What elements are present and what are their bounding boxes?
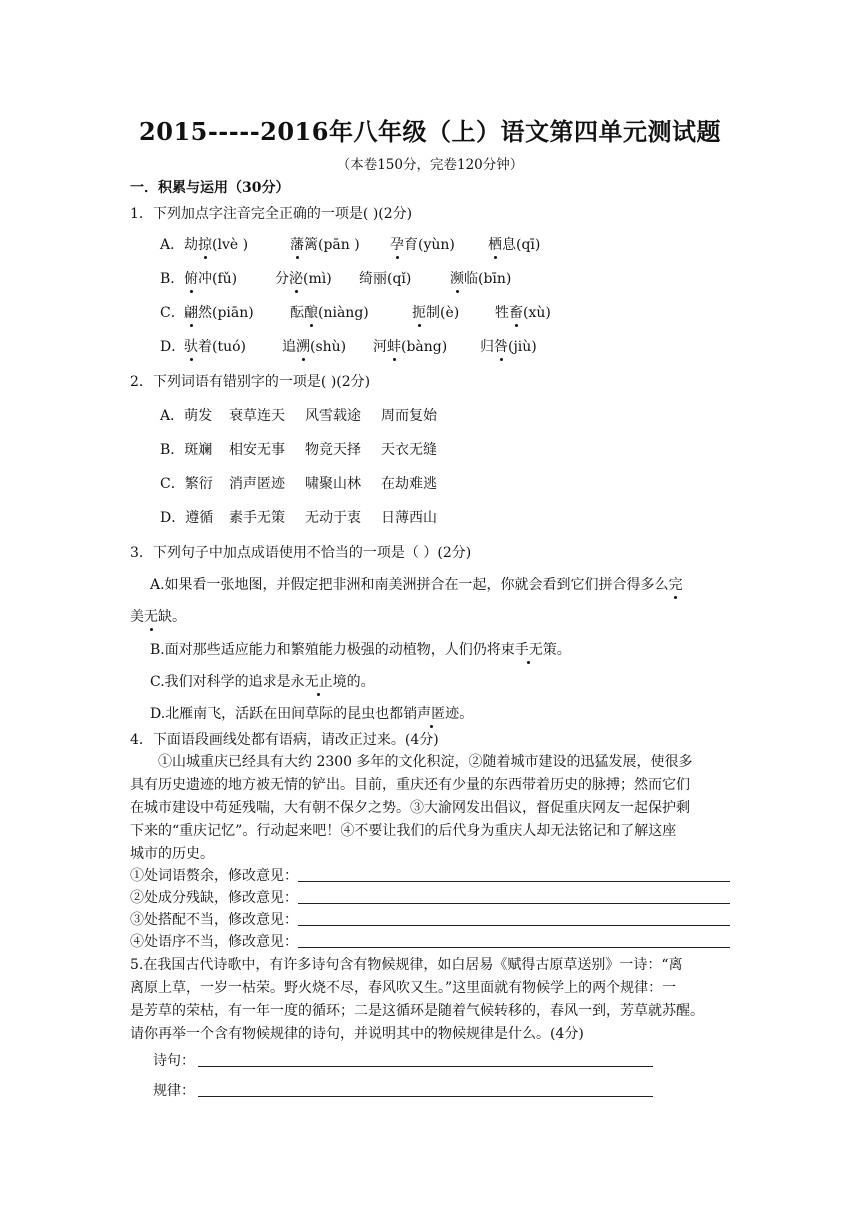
q1-option-d-word2: 追溯(shù) [282,339,347,355]
q2-option-c-word4: 在劫难逃 [381,476,437,492]
q1-option-d-word4: 归咎(jiù) [480,339,537,355]
q2-option-b-word4: 天衣无缝 [381,442,437,458]
q2-option-d-word1: D．遵循 [160,510,214,526]
q4-passage-line2: 具有历史遗迹的地方被无情的铲出。目前，重庆还有少量的东西带着历史的脉搏；然而它们 [130,777,690,793]
q1-option-a-word1: 劫掠(lvè ) [184,237,249,253]
q4-passage-line5: 城市的历史。 [130,846,214,862]
q5-rule-label: 规律： [153,1083,195,1099]
q2-option-a-word2: 衰草连天 [229,408,285,424]
q3-stem: 3．下列句子中加点成语使用不恰当的一项是（ ）(2分) [130,545,472,561]
q1-option-b-word2: 分泌(mì) [275,271,332,287]
q4-answer-line-1[interactable] [298,881,730,882]
q1-option-b-letter: B． [160,271,185,287]
q2-option-d-word2: 素手无策 [229,510,285,526]
q5-stem-line4: 请你再举一个含有物候规律的诗句，并说明其中的物候规律是什么。(4分) [130,1026,584,1042]
q3-option-b: B.面对那些适应能力和繁殖能力极强的动植物，人们仍将束手无策。 [150,642,571,658]
q2-option-b-word3: 物竞天择 [305,442,361,458]
q5-poem-answer-line[interactable] [198,1066,653,1067]
q2-option-a-word4: 周而复始 [381,408,437,424]
q1-option-a-word4: 栖息(qī) [488,237,541,253]
q5-stem-line1: 5.在我国古代诗歌中，有许多诗句含有物候规律，如白居易《赋得古原草送别》一诗：“离 [130,957,683,973]
q1-option-c-word1: 翩然(piān) [184,305,254,321]
q1-option-b-word1: 俯冲(fǔ) [184,271,238,287]
q2-option-a-word1: A．萌发 [160,408,213,424]
q4-stem: 4．下面语段画线处都有语病，请改正过来。(4分) [130,732,439,748]
q5-poem-label: 诗句： [153,1053,195,1069]
q1-option-c-word2: 酝酿(niàng) [290,305,369,321]
page-title: 2015-----2016年八年级（上）语文第四单元测试题 [139,117,721,146]
q2-option-b-word2: 相安无事 [229,442,285,458]
q4-answer-label-2: ②处成分残缺，修改意见： [130,890,298,906]
q1-option-c-word3: 扼制(è) [412,305,460,321]
q2-option-c-word1: C．繁衍 [160,476,213,492]
page-subtitle: （本卷150分，完卷120分钟） [336,157,524,173]
q4-answer-label-4: ④处语序不当，修改意见： [130,934,298,950]
q1-option-d-word1: 驮着(tuó) [184,339,246,355]
q1-option-a-letter: A． [160,237,185,253]
q4-answer-line-2[interactable] [298,903,730,904]
q1-option-d-letter: D． [160,339,186,355]
q5-stem-line2: 离原上草，一岁一枯荣。野火烧不尽，春风吹又生。”这里面就有物候学上的两个规律：一 [130,980,677,996]
q5-stem-line3: 是芳草的荣枯，有一年一度的循环；二是这循环是随着气候转移的，春风一到，芳草就苏醒。 [130,1003,704,1019]
q1-option-b-word3: 绮丽(qǐ) [359,271,412,287]
section-heading: 一．积累与运用（30分） [130,180,290,196]
q2-option-c-word2: 消声匿迹 [229,476,285,492]
q4-answer-line-4[interactable] [298,947,730,948]
q2-option-b-word1: B．斑斓 [160,442,213,458]
q2-option-a-word3: 风雪载途 [305,408,361,424]
q1-option-c-letter: C． [160,305,185,321]
q3-option-d: D.北雁南飞，活跃在田间草际的昆虫也都销声匿迹。 [150,706,474,722]
q4-passage-line1: ①山城重庆已经具有大约 2300 多年的文化积淀，②随着城市建设的迅猛发展，使很多 [158,754,693,770]
q1-option-d-word3: 河蚌(bàng) [373,339,448,355]
q1-option-b-word4: 濒临(bīn) [450,271,512,287]
q1-option-a-word3: 孕育(yùn) [390,237,455,253]
q2-option-d-word4: 日薄西山 [381,510,437,526]
q2-stem: 2．下列词语有错别字的一项是( )(2分) [130,374,371,390]
q1-option-a-word2: 藩篱(pān ) [290,237,360,253]
q4-answer-label-1: ①处词语赘余，修改意见： [130,868,298,884]
q1-option-c-word4: 牲畜(xù) [495,305,551,321]
q3-option-a-line2: 美无缺。 [130,609,186,625]
q3-option-a-line1: A.如果看一张地图，并假定把非洲和南美洲拼合在一起，你就会看到它们拼合得多么完 [150,577,683,593]
q2-option-c-word3: 啸聚山林 [305,476,361,492]
q2-option-d-word3: 无动于衷 [305,510,361,526]
q4-answer-label-3: ③处搭配不当，修改意见： [130,912,298,928]
q5-rule-answer-line[interactable] [198,1096,653,1097]
q1-stem: 1．下列加点字注音完全正确的一项是( )(2分) [130,206,413,222]
q4-passage-line4: 下来的“重庆记忆”。行动起来吧！④不要让我们的后代身为重庆人却无法铭记和了解这座 [130,823,677,839]
q4-passage-line3: 在城市建设中苟延残喘，大有朝不保夕之势。③大渝网发出倡议，督促重庆网友一起保护剩 [130,800,690,816]
q3-option-c: C.我们对科学的追求是永无止境的。 [150,674,375,690]
q4-answer-line-3[interactable] [298,925,730,926]
